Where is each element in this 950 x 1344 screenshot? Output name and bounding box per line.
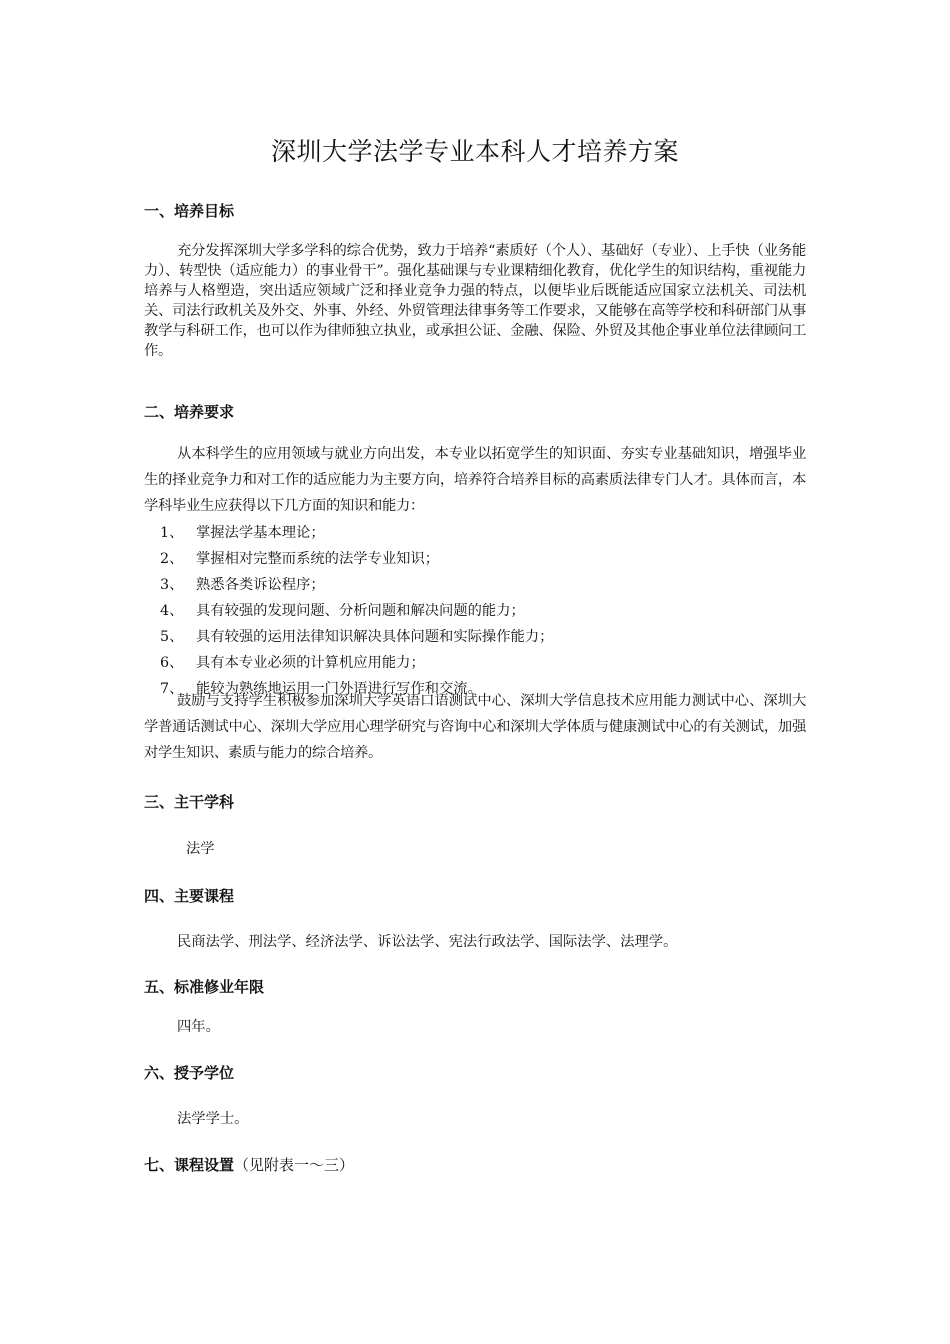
list-item — [144, 572, 553, 598]
list-item-number: 4、 — [160, 603, 184, 619]
list-item-text: 掌握相对完整而系统的法学专业知识； — [196, 551, 440, 567]
list-item-text: 熟悉各类诉讼程序； — [196, 577, 325, 593]
degree-text: 法学学士。 — [177, 1111, 249, 1127]
list-item-text: 具有较强的发现问题、分析问题和解决问题的能力； — [196, 603, 525, 619]
list-item — [144, 520, 553, 546]
section-heading-requirements: 二、培养要求 — [144, 403, 235, 421]
curriculum-heading-label: 七、课程设置 — [144, 1156, 235, 1174]
list-item-number: 2、 — [160, 551, 184, 567]
section-heading-main-discipline: 三、主干学科 — [144, 793, 235, 811]
list-item — [144, 546, 553, 572]
main-courses-text: 民商法学、刑法学、经济法学、诉讼法学、宪法行政法学、国际法学、法理学。 — [177, 934, 678, 950]
list-item-number: 7、 — [160, 681, 184, 697]
list-item — [144, 598, 553, 624]
list-item-text: 具有较强的运用法律知识解决具体问题和实际操作能力； — [196, 629, 554, 645]
objectives-paragraph: 充分发挥深圳大学多学科的综合优势，致力于培养“素质好（个人）、基础好（专业）、上手快（业务能力）、转型快（适应能力）的事业骨干”。强化基础课与专业课精细化教育，优化学生的知识结构，重视能力培养与人格塑造，突出适应领域广泛和择业竞争力强的特点，以便毕业后既能适应国家立法机关、司法机关、司法行政机关及外交、外事、外经、外贸管理法律事务等工作要求，又能够在高等学校和科研部门从事教学与科研工作，也可以作为律师独立执业，或承担公证、金融、保险、外贸及其他企事业单位法律顾问工作。 — [144, 243, 806, 359]
list-item-text: 能较为熟练地运用一门外语进行写作和交流。 — [196, 681, 482, 697]
list-item-number: 3、 — [160, 577, 184, 593]
section-heading-objectives: 一、培养目标 — [144, 202, 235, 220]
section-heading-degree: 六、授予学位 — [144, 1064, 235, 1082]
list-item — [144, 624, 553, 650]
section-heading-main-courses: 四、主要课程 — [144, 887, 235, 905]
list-item-text: 具有本专业必须的计算机应用能力； — [196, 655, 425, 671]
main-discipline-text: 法学 — [186, 841, 215, 857]
requirements-list — [144, 520, 553, 702]
list-item — [144, 650, 553, 676]
list-item-number: 6、 — [160, 655, 184, 671]
requirements-paragraph: 从本科学生的应用领域与就业方向出发，本专业以拓宽学生的知识面、夯实专业基础知识，增强毕业生的择业竞争力和对工作的适应能力为主要方向，培养符合培养目标的高素质法律专门人才。具体而言，本学科毕业生应获得以下几方面的知识和能力： — [144, 446, 806, 514]
curriculum-note: （见附表一～三） — [234, 1156, 355, 1174]
study-period-text: 四年。 — [177, 1019, 220, 1035]
list-item-number: 5、 — [160, 629, 184, 645]
document-title: 深圳大学法学专业本科人才培养方案 — [270, 137, 679, 166]
section-heading-curriculum — [144, 1155, 354, 1175]
section-heading-study-period: 五、标准修业年限 — [144, 978, 265, 996]
list-item-number: 1、 — [160, 525, 184, 541]
list-item-text: 掌握法学基本理论； — [196, 525, 325, 541]
requirements-closing-paragraph: 鼓励与支持学生积极参加深圳大学英语口语测试中心、深圳大学信息技术应用能力测试中心、深圳大学普通话测试中心、深圳大学应用心理学研究与咨询中心和深圳大学体质与健康测试中心的有关测试，加强对学生知识、素质与能力的综合培养。 — [144, 693, 806, 761]
